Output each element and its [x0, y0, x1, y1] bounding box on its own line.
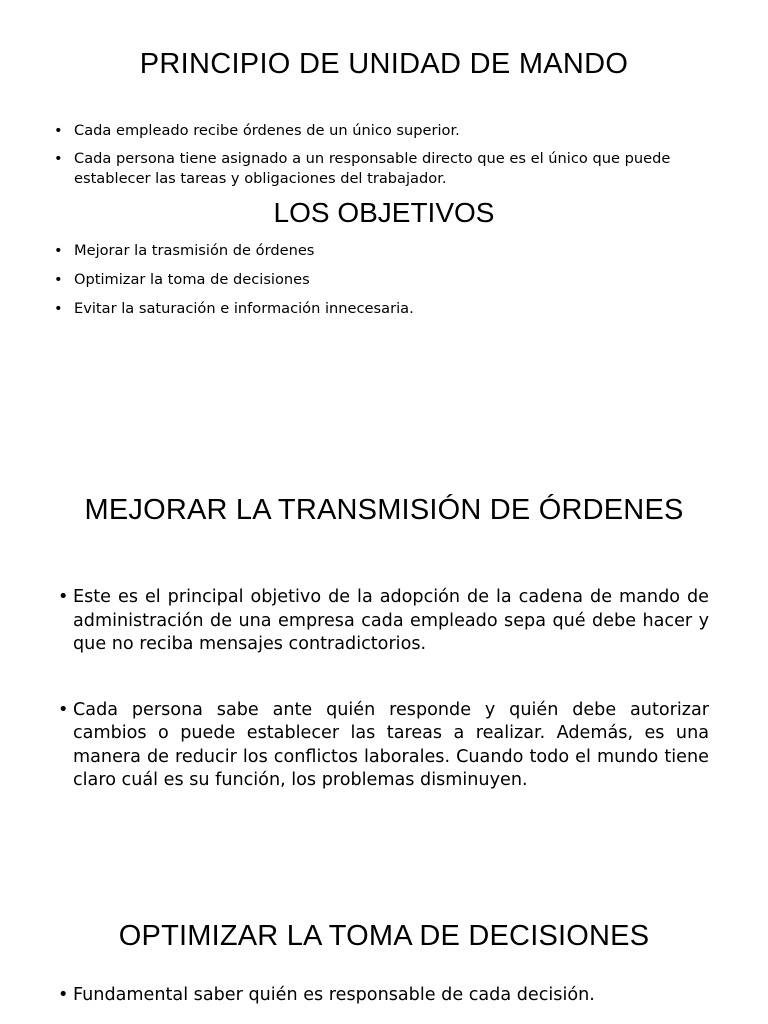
bullet-icon: • — [54, 242, 63, 259]
slide2-bullet-list — [58, 586, 709, 835]
list-item — [58, 699, 709, 793]
slide2-title: MEJORAR LA TRANSMISIÓN DE ÓRDENES — [84, 494, 684, 526]
list-item — [54, 241, 734, 261]
list-item-text: Optimizar la toma de decisiones — [74, 271, 310, 288]
bullet-icon: • — [54, 122, 63, 139]
objectives-list — [54, 241, 734, 328]
list-item — [54, 149, 734, 189]
slide3-bullet-list — [58, 984, 709, 1008]
list-item-text: Fundamental saber quién es responsable de cada decisión. — [73, 985, 595, 1005]
list-item — [58, 984, 709, 1008]
objectives-heading: LOS OBJETIVOS — [273, 197, 495, 228]
list-item — [54, 299, 734, 319]
bullet-icon: • — [54, 300, 63, 317]
bullet-icon: • — [54, 271, 63, 288]
list-item-text: Evitar la saturación e información innecesaria. — [74, 300, 414, 317]
bullet-icon: • — [58, 587, 69, 607]
list-item-text: Mejorar la trasmisión de órdenes — [74, 242, 315, 259]
list-item-text: Cada persona sabe ante quién responde y quién debe autorizar cambios o puede establecer las tareas a realizar. Además, es una manera de reducir los conflictos laborales. Cuando todo el mundo tiene claro cuál es su función, los problemas disminuyen. — [73, 699, 709, 790]
list-item-text: Cada empleado recibe órdenes de un único superior. — [74, 122, 460, 139]
slide3-title: OPTIMIZAR LA TOMA DE DECISIONES — [118, 920, 650, 952]
list-item — [54, 121, 734, 141]
slide1-title: PRINCIPIO DE UNIDAD DE MANDO — [139, 48, 629, 80]
list-item — [58, 586, 709, 657]
list-item-text: Este es el principal objetivo de la adopción de la cadena de mando de administración de una empresa cada empleado sepa qué debe hacer y que no reciba mensajes contradictorios. — [73, 587, 709, 654]
list-item-text: Cada persona tiene asignado a un responsable directo que es el único que puede establecer las tareas y obligaciones del trabajador. — [74, 150, 671, 187]
bullet-icon: • — [58, 699, 69, 720]
bullet-icon: • — [58, 985, 69, 1005]
bullet-icon: • — [54, 150, 63, 167]
list-item — [54, 270, 734, 290]
slide1-bullet-list — [54, 121, 734, 197]
